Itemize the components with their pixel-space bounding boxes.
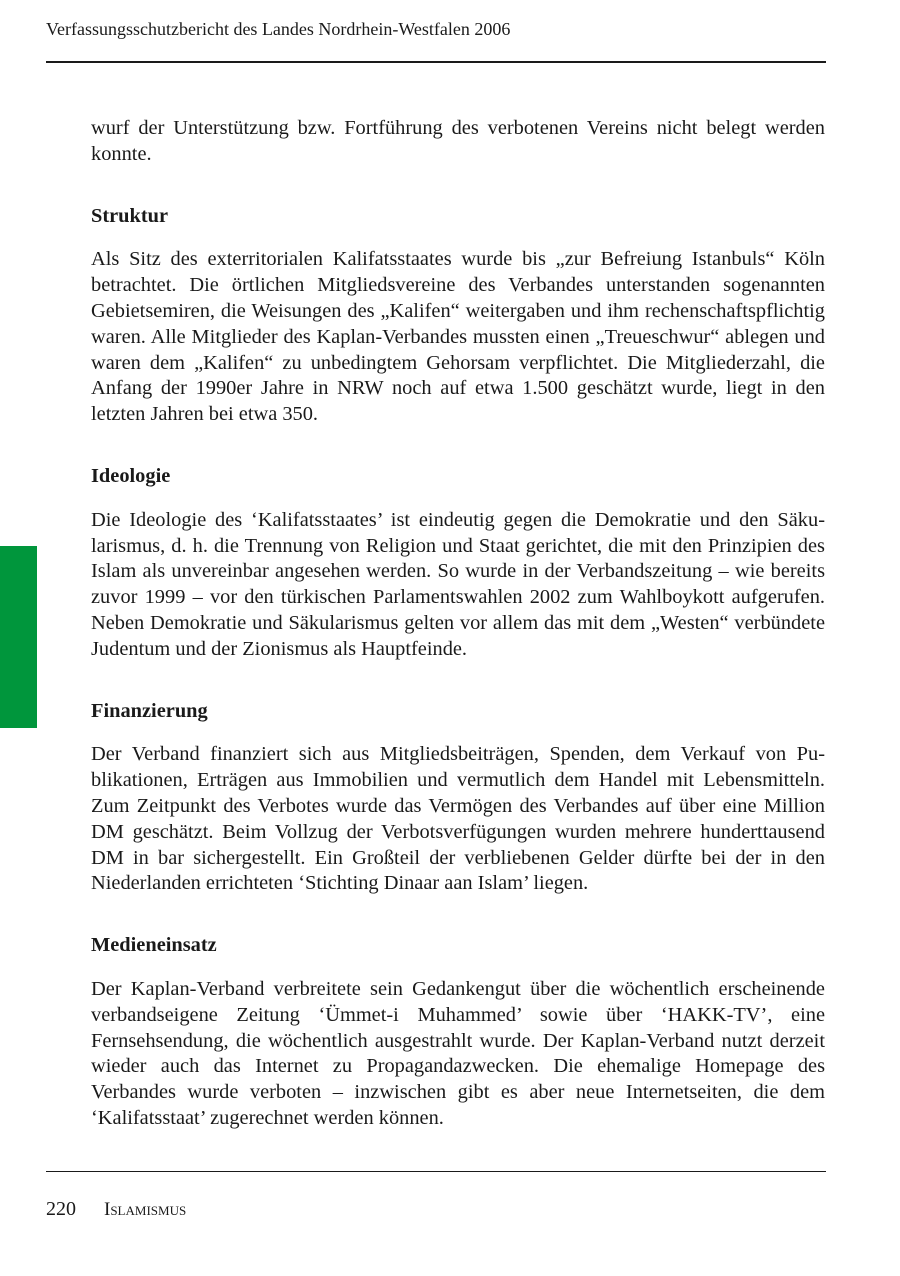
section-body-ideologie: Die Ideologie des ‘Kalifatsstaates’ ist eindeutig gegen die Demokratie und den Säkularismus, d. h. die Trennung von Religion und Staat gerichtet, die mit den Prinzipien des Islam als unvereinbar angesehen werden. So wurde in der Verbandszeitung – wie bereits zuvor 1999 – vor den türkischen Parlamentswahlen 2002 zum Wahlboykott aufgerufen. Neben Demokratie und Säkularismus gelten vor allem das mit dem „Westen“ verbündete Judentum und der Zionismus als Hauptfeinde. (91, 508, 825, 660)
section-heading-medieneinsatz: Medieneinsatz (91, 934, 217, 957)
footer-section-name: Islamismus (104, 1199, 187, 1220)
section-body-finanzierung: Der Verband finanziert sich aus Mitgliedsbeiträgen, Spenden, dem Verkauf von Publikationen, Erträgen aus Immobilien und vermutlich dem Handel mit Lebensmitteln. Zum Zeitpunkt des Verbotes wurde das Vermögen des Verbandes auf über eine Million DM geschätzt. Beim Vollzug der Verbotsverfügungen wurden mehrere hunderttausend DM in bar sichergestellt. Ein Großteil der verbliebenen Gelder dürfte bei der in den Niederlanden errichteten ‘Stichting Dinaar aan Islam’ liegen. (91, 743, 825, 895)
page-footer (46, 1196, 186, 1223)
section-heading-ideologie: Ideologie (91, 464, 171, 487)
header-rule (46, 61, 826, 63)
chapter-side-tab (0, 546, 37, 728)
continuation-paragraph: wurf der Unterstützung bzw. Fortführung des verbotenen Vereins nicht belegt werden konnte. (91, 117, 825, 165)
page-content (91, 116, 825, 1132)
section-body-struktur: Als Sitz des exterritorialen Kalifatsstaates wurde bis „zur Befreiung Istanbuls“ Köln betrachtet. Die örtlichen Mitgliedsvereine des Verbandes unterstanden sogenannten Gebietsemiren, die Weisungen des „Kalifen“ weitergaben und ihm rechenschaftspflichtig waren. Alle Mitglieder des Kaplan-Verbandes mussten einen „Treueschwur“ ablegen und waren dem „Kalifen“ zu unbedingtem Gehorsam verpflichtet. Die Mitgliederzahl, die Anfang der 1990er Jahre in NRW noch auf etwa 1.500 geschätzt wurde, liegt in den letzten Jahren bei etwa 350. (91, 248, 825, 426)
section-heading-finanzierung: Finanzierung (91, 699, 208, 722)
section-heading-struktur: Struktur (91, 204, 169, 227)
section-body-medieneinsatz: Der Kaplan-Verband verbreitete sein Gedankengut über die wöchentlich erscheinende verbandseigene Zeitung ‘Ümmet-i Muhammed’ sowie über ‘HAKK-TV’, eine Fernsehsendung, die wöchentlich ausgestrahlt wurde. Der Kaplan-Verband nutzt derzeit wieder auch das Internet zu Propagandazwecken. Die ehemalige Homepage des Verbandes wurde verboten – inzwischen gibt es aber neue Internetseiten, die dem ‘Kalifatsstaat’ zugerechnet werden können. (91, 977, 825, 1129)
page-number: 220 (46, 1198, 76, 1220)
running-header: Verfassungsschutzbericht des Landes Nordrhein-Westfalen 2006 (46, 19, 511, 39)
footer-rule (46, 1171, 826, 1172)
